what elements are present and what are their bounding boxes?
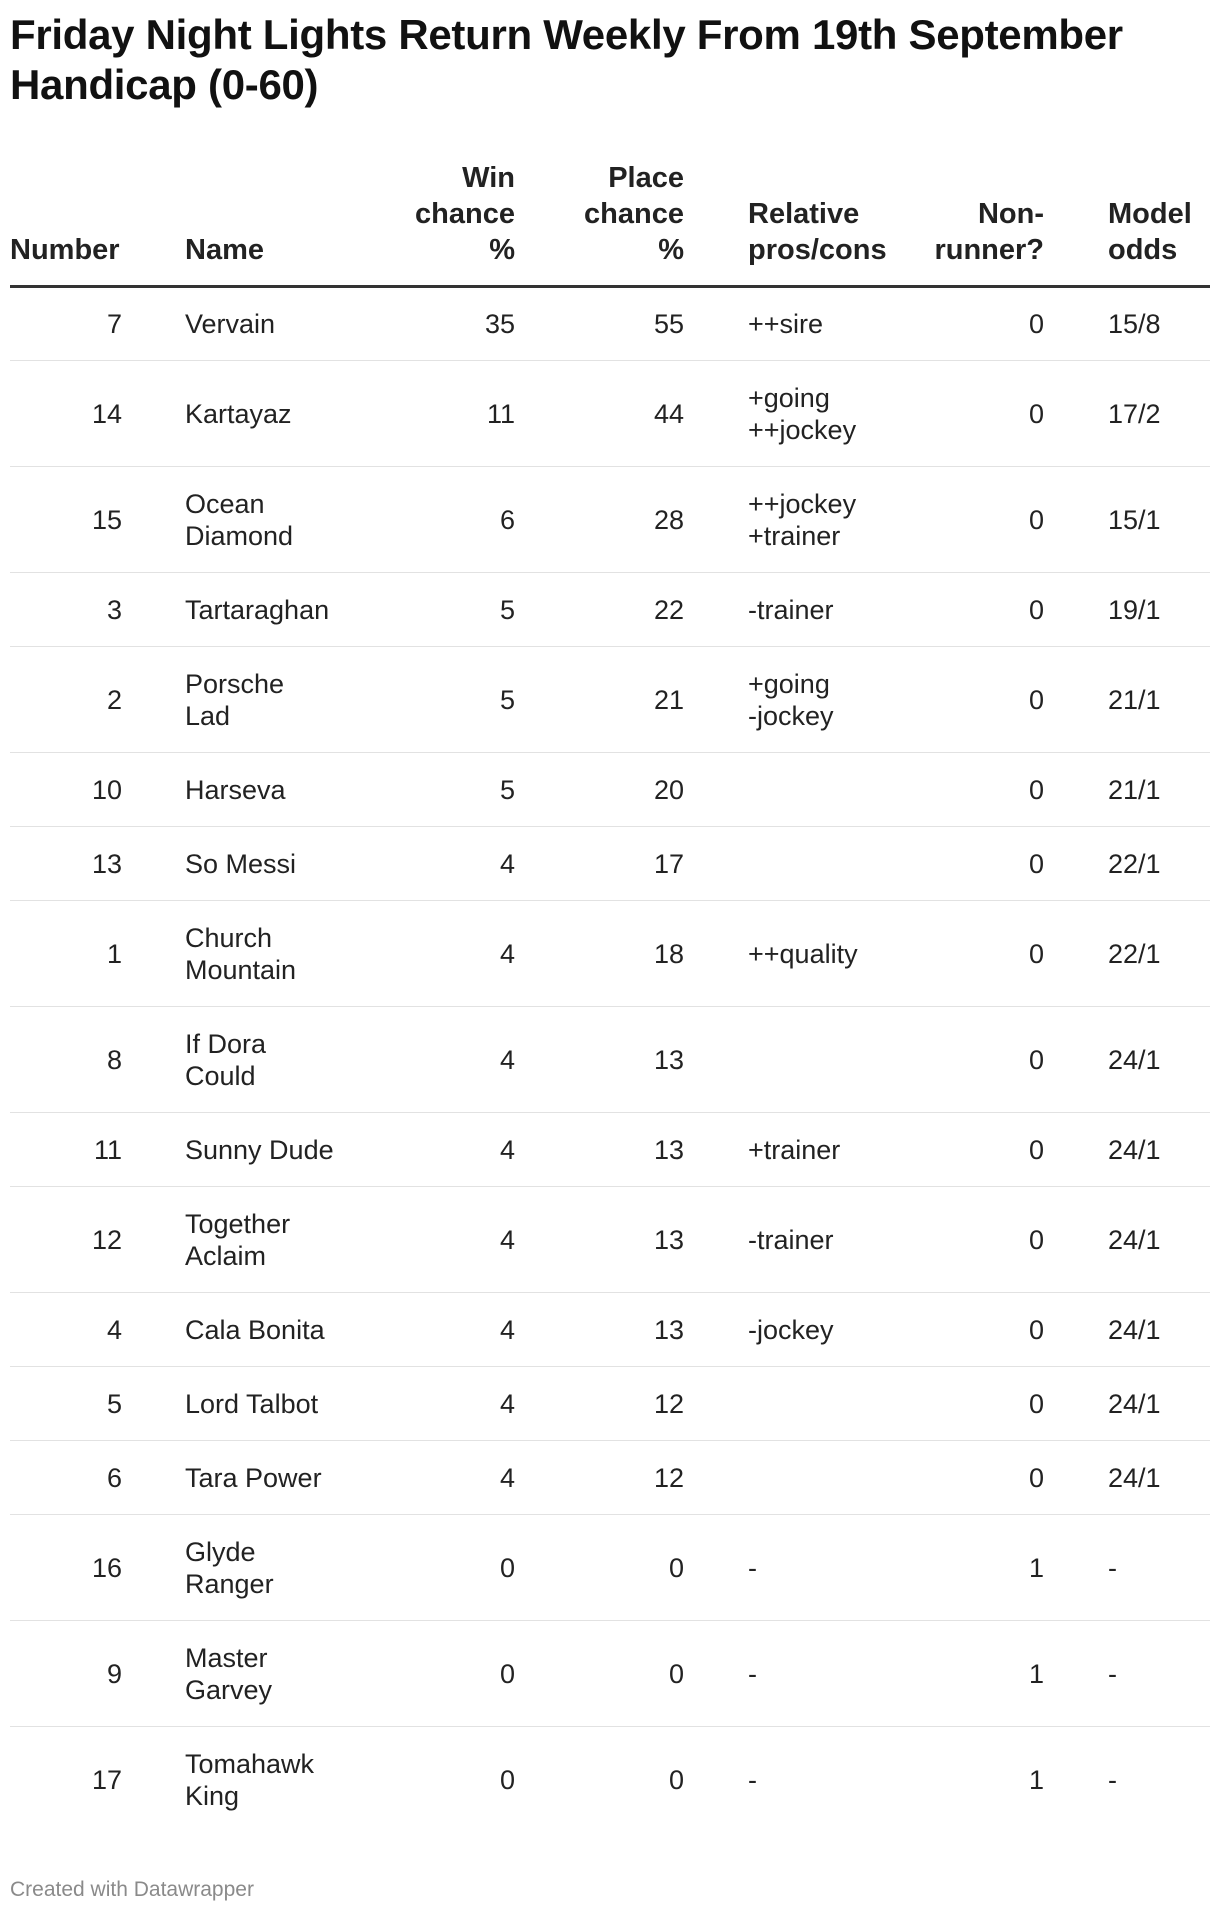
cell-number: 8	[10, 1007, 122, 1113]
cell-spacer	[684, 287, 748, 361]
cell-pros-cons	[748, 1441, 916, 1515]
cell-spacer	[1044, 573, 1108, 647]
cell-spacer	[1044, 1515, 1108, 1621]
cell-spacer	[684, 467, 748, 573]
cell-spacer	[684, 1007, 748, 1113]
cell-win-chance: 5	[365, 647, 515, 753]
cell-model-odds: 15/1	[1108, 467, 1210, 573]
cell-win-chance: 4	[365, 1007, 515, 1113]
cell-model-odds: 19/1	[1108, 573, 1210, 647]
table-row	[10, 753, 1210, 827]
table-row	[10, 1515, 1210, 1621]
cell-non-runner: 1	[916, 1621, 1044, 1727]
cell-name: Porsche Lad	[185, 647, 365, 753]
cell-place-chance: 0	[515, 1621, 684, 1727]
chart-title: Friday Night Lights Return Weekly From 19th September Handicap (0-60)	[10, 11, 1123, 108]
table-row	[10, 467, 1210, 573]
cell-number: 17	[91, 1764, 122, 1795]
cell-non-runner: 0	[916, 1007, 1044, 1113]
cell-spacer	[1044, 1293, 1108, 1367]
cell-name: Kartayaz	[185, 361, 365, 467]
cell-number: 13	[10, 827, 122, 901]
cell-number: 2	[10, 647, 122, 753]
cell-place-chance: 12	[515, 1441, 684, 1515]
cell-spacer	[122, 901, 185, 1007]
column-header-name[interactable]: Name	[185, 160, 365, 287]
cell-spacer	[684, 1441, 748, 1515]
column-header-win-chance[interactable]: Win chance %	[365, 160, 515, 287]
cell-model-odds: 24/1	[1108, 1187, 1210, 1293]
cell-spacer	[122, 647, 185, 753]
cell-win-chance: 4	[365, 1367, 515, 1441]
cell-place-chance: 13	[515, 1007, 684, 1113]
cell-pros-cons: -trainer	[748, 573, 916, 647]
cell-pros-cons: -	[748, 1515, 916, 1621]
cell-name: Tara Power	[185, 1441, 365, 1515]
cell-place-chance: 0	[515, 1515, 684, 1621]
cell-win-chance: 5	[365, 573, 515, 647]
cell-spacer	[1044, 1187, 1108, 1293]
cell-name: Together Aclaim	[185, 1187, 365, 1293]
cell-spacer	[684, 1621, 748, 1727]
table-row	[10, 1187, 1210, 1293]
cell-name: If Dora Could	[185, 1007, 365, 1113]
table-body	[10, 287, 1210, 1833]
cell-non-runner: 0	[916, 287, 1044, 361]
table-row	[10, 1007, 1210, 1113]
cell-name: Church Mountain	[185, 901, 365, 1007]
cell-spacer	[122, 1727, 185, 1833]
cell-spacer	[684, 573, 748, 647]
cell-spacer	[1044, 827, 1108, 901]
cell-win-chance: 4	[365, 827, 515, 901]
cell-model-odds: 24/1	[1108, 1367, 1210, 1441]
cell-number: 7	[10, 287, 122, 361]
cell-win-chance: 4	[365, 1441, 515, 1515]
column-header-model-odds[interactable]: Model odds	[1108, 160, 1210, 287]
cell-win-chance: 4	[365, 1293, 515, 1367]
table-header	[10, 160, 1210, 287]
cell-pros-cons	[748, 827, 916, 901]
table-row	[10, 1441, 1210, 1515]
cell-model-odds: 24/1	[1108, 1293, 1210, 1367]
cell-win-chance: 35	[365, 287, 515, 361]
cell-number: 15	[10, 467, 122, 573]
cell-spacer	[1044, 1113, 1108, 1187]
cell-model-odds: 22/1	[1108, 901, 1210, 1007]
cell-number: 1	[10, 901, 122, 1007]
cell-place-chance: 18	[515, 901, 684, 1007]
cell-pros-cons: ++jockey +trainer	[748, 467, 916, 573]
cell-non-runner: 0	[916, 1441, 1044, 1515]
cell-non-runner: 0	[916, 573, 1044, 647]
cell-place-chance: 0	[668, 1764, 684, 1795]
cell-place-chance: 21	[515, 647, 684, 753]
cell-spacer	[1044, 1007, 1108, 1113]
cell-model-odds: 24/1	[1108, 1441, 1210, 1515]
cell-model-odds: -	[1108, 1764, 1117, 1795]
cell-number: 4	[10, 1293, 122, 1367]
cell-pros-cons: -trainer	[748, 1187, 916, 1293]
cell-place-chance: 13	[515, 1293, 684, 1367]
cell-non-runner: 0	[916, 1113, 1044, 1187]
cell-spacer	[684, 1727, 748, 1833]
cell-number: 11	[10, 1113, 122, 1187]
cell-non-runner: 0	[916, 1187, 1044, 1293]
header-row	[10, 160, 1210, 287]
cell-model-odds: 15/8	[1108, 287, 1210, 361]
cell-name: Sunny Dude	[185, 1113, 365, 1187]
cell-place-chance: 28	[515, 467, 684, 573]
cell-spacer	[1044, 1727, 1108, 1833]
column-header-number[interactable]: Number	[10, 160, 122, 287]
cell-pros-cons	[748, 753, 916, 827]
cell-spacer	[1044, 287, 1108, 361]
cell-place-chance: 44	[515, 361, 684, 467]
cell-spacer	[122, 573, 185, 647]
cell-win-chance: 5	[365, 753, 515, 827]
runners-table	[10, 160, 1210, 1833]
cell-pros-cons: +trainer	[748, 1113, 916, 1187]
cell-spacer	[122, 1441, 185, 1515]
cell-win-chance: 4	[365, 901, 515, 1007]
cell-win-chance: 0	[365, 1621, 515, 1727]
cell-number: 10	[10, 753, 122, 827]
cell-spacer	[1044, 361, 1108, 467]
datawrapper-credit: Created with Datawrapper	[10, 1878, 254, 1901]
cell-non-runner: 1	[1028, 1764, 1044, 1795]
cell-spacer	[1044, 467, 1108, 573]
cell-win-chance: 6	[365, 467, 515, 573]
cell-spacer	[122, 1293, 185, 1367]
column-header-pros-cons[interactable]: Relative pros/cons	[748, 160, 916, 287]
cell-spacer	[122, 753, 185, 827]
cell-model-odds: 21/1	[1108, 753, 1210, 827]
cell-model-odds: 24/1	[1108, 1007, 1210, 1113]
cell-name: Tartaraghan	[185, 573, 365, 647]
cell-spacer	[1044, 753, 1108, 827]
cell-name: Lord Talbot	[185, 1367, 365, 1441]
cell-spacer	[122, 1113, 185, 1187]
cell-win-chance: 0	[365, 1515, 515, 1621]
cell-pros-cons: -	[748, 1621, 916, 1727]
cell-place-chance: 13	[515, 1187, 684, 1293]
table-row	[10, 1727, 1210, 1833]
cell-name: Harseva	[185, 753, 365, 827]
cell-number: 14	[10, 361, 122, 467]
cell-win-chance: 11	[365, 361, 515, 467]
cell-spacer	[122, 1515, 185, 1621]
cell-name: So Messi	[185, 827, 365, 901]
cell-spacer	[684, 1113, 748, 1187]
cell-number: 6	[10, 1441, 122, 1515]
cell-spacer	[684, 647, 748, 753]
table-row	[10, 573, 1210, 647]
cell-name: Ocean Diamond	[185, 467, 365, 573]
cell-pros-cons: -	[748, 1764, 757, 1795]
cell-spacer	[684, 753, 748, 827]
column-spacer	[122, 160, 185, 287]
cell-non-runner: 0	[916, 753, 1044, 827]
cell-name: Master Garvey	[185, 1621, 365, 1727]
cell-number: 12	[10, 1187, 122, 1293]
cell-name: Vervain	[185, 287, 365, 361]
cell-spacer	[684, 361, 748, 467]
cell-place-chance: 17	[515, 827, 684, 901]
cell-non-runner: 0	[916, 901, 1044, 1007]
cell-spacer	[122, 1367, 185, 1441]
cell-place-chance: 22	[515, 573, 684, 647]
cell-spacer	[122, 827, 185, 901]
table-row	[10, 361, 1210, 467]
cell-spacer	[684, 901, 748, 1007]
cell-spacer	[122, 361, 185, 467]
cell-model-odds: -	[1108, 1621, 1210, 1727]
table-row	[10, 901, 1210, 1007]
cell-spacer	[122, 467, 185, 573]
cell-number: 3	[10, 573, 122, 647]
cell-pros-cons: ++quality	[748, 901, 916, 1007]
cell-spacer	[1044, 901, 1108, 1007]
cell-pros-cons	[748, 1367, 916, 1441]
cell-place-chance: 20	[515, 753, 684, 827]
cell-place-chance: 55	[515, 287, 684, 361]
cell-non-runner: 0	[916, 1293, 1044, 1367]
cell-place-chance: 13	[515, 1113, 684, 1187]
cell-spacer	[122, 1187, 185, 1293]
cell-non-runner: 0	[916, 827, 1044, 901]
cell-non-runner: 0	[916, 361, 1044, 467]
cell-win-chance: 4	[365, 1187, 515, 1293]
cell-number: 5	[10, 1367, 122, 1441]
cell-spacer	[684, 1187, 748, 1293]
cell-model-odds: 17/2	[1108, 361, 1210, 467]
column-header-non-runner[interactable]: Non- runner?	[916, 160, 1044, 287]
cell-pros-cons: -jockey	[748, 1293, 916, 1367]
cell-model-odds: -	[1108, 1515, 1210, 1621]
cell-model-odds: 24/1	[1108, 1113, 1210, 1187]
cell-model-odds: 21/1	[1108, 647, 1210, 753]
table-row	[10, 647, 1210, 753]
cell-pros-cons: ++sire	[748, 287, 916, 361]
cell-spacer	[684, 1367, 748, 1441]
cell-spacer	[122, 1621, 185, 1727]
cell-name: Cala Bonita	[185, 1293, 365, 1367]
column-spacer	[1044, 160, 1108, 287]
cell-spacer	[684, 1293, 748, 1367]
cell-pros-cons	[748, 1007, 916, 1113]
table-row	[10, 1293, 1210, 1367]
cell-spacer	[1044, 1367, 1108, 1441]
table-row	[10, 1113, 1210, 1187]
cell-name: Tomahawk King	[185, 1748, 315, 1811]
column-header-place-chance[interactable]: Place chance %	[515, 160, 684, 287]
cell-pros-cons: +going ++jockey	[748, 361, 916, 467]
cell-win-chance: 4	[365, 1113, 515, 1187]
cell-spacer	[1044, 1621, 1108, 1727]
cell-non-runner: 0	[916, 1367, 1044, 1441]
table-row	[10, 287, 1210, 361]
cell-name: Glyde Ranger	[185, 1515, 365, 1621]
cell-win-chance: 0	[499, 1764, 515, 1795]
column-spacer	[684, 160, 748, 287]
cell-spacer	[684, 827, 748, 901]
cell-spacer	[684, 1515, 748, 1621]
cell-non-runner: 0	[916, 647, 1044, 753]
table-row	[10, 1367, 1210, 1441]
cell-spacer	[1044, 1441, 1108, 1515]
cell-model-odds: 22/1	[1108, 827, 1210, 901]
cell-spacer	[1044, 647, 1108, 753]
table-row	[10, 827, 1210, 901]
cell-spacer	[122, 287, 185, 361]
cell-spacer	[122, 1007, 185, 1113]
cell-non-runner: 1	[916, 1515, 1044, 1621]
cell-pros-cons: +going -jockey	[748, 647, 916, 753]
cell-place-chance: 12	[515, 1367, 684, 1441]
table-row	[10, 1621, 1210, 1727]
cell-number: 9	[10, 1621, 122, 1727]
cell-number: 16	[10, 1515, 122, 1621]
cell-non-runner: 0	[916, 467, 1044, 573]
